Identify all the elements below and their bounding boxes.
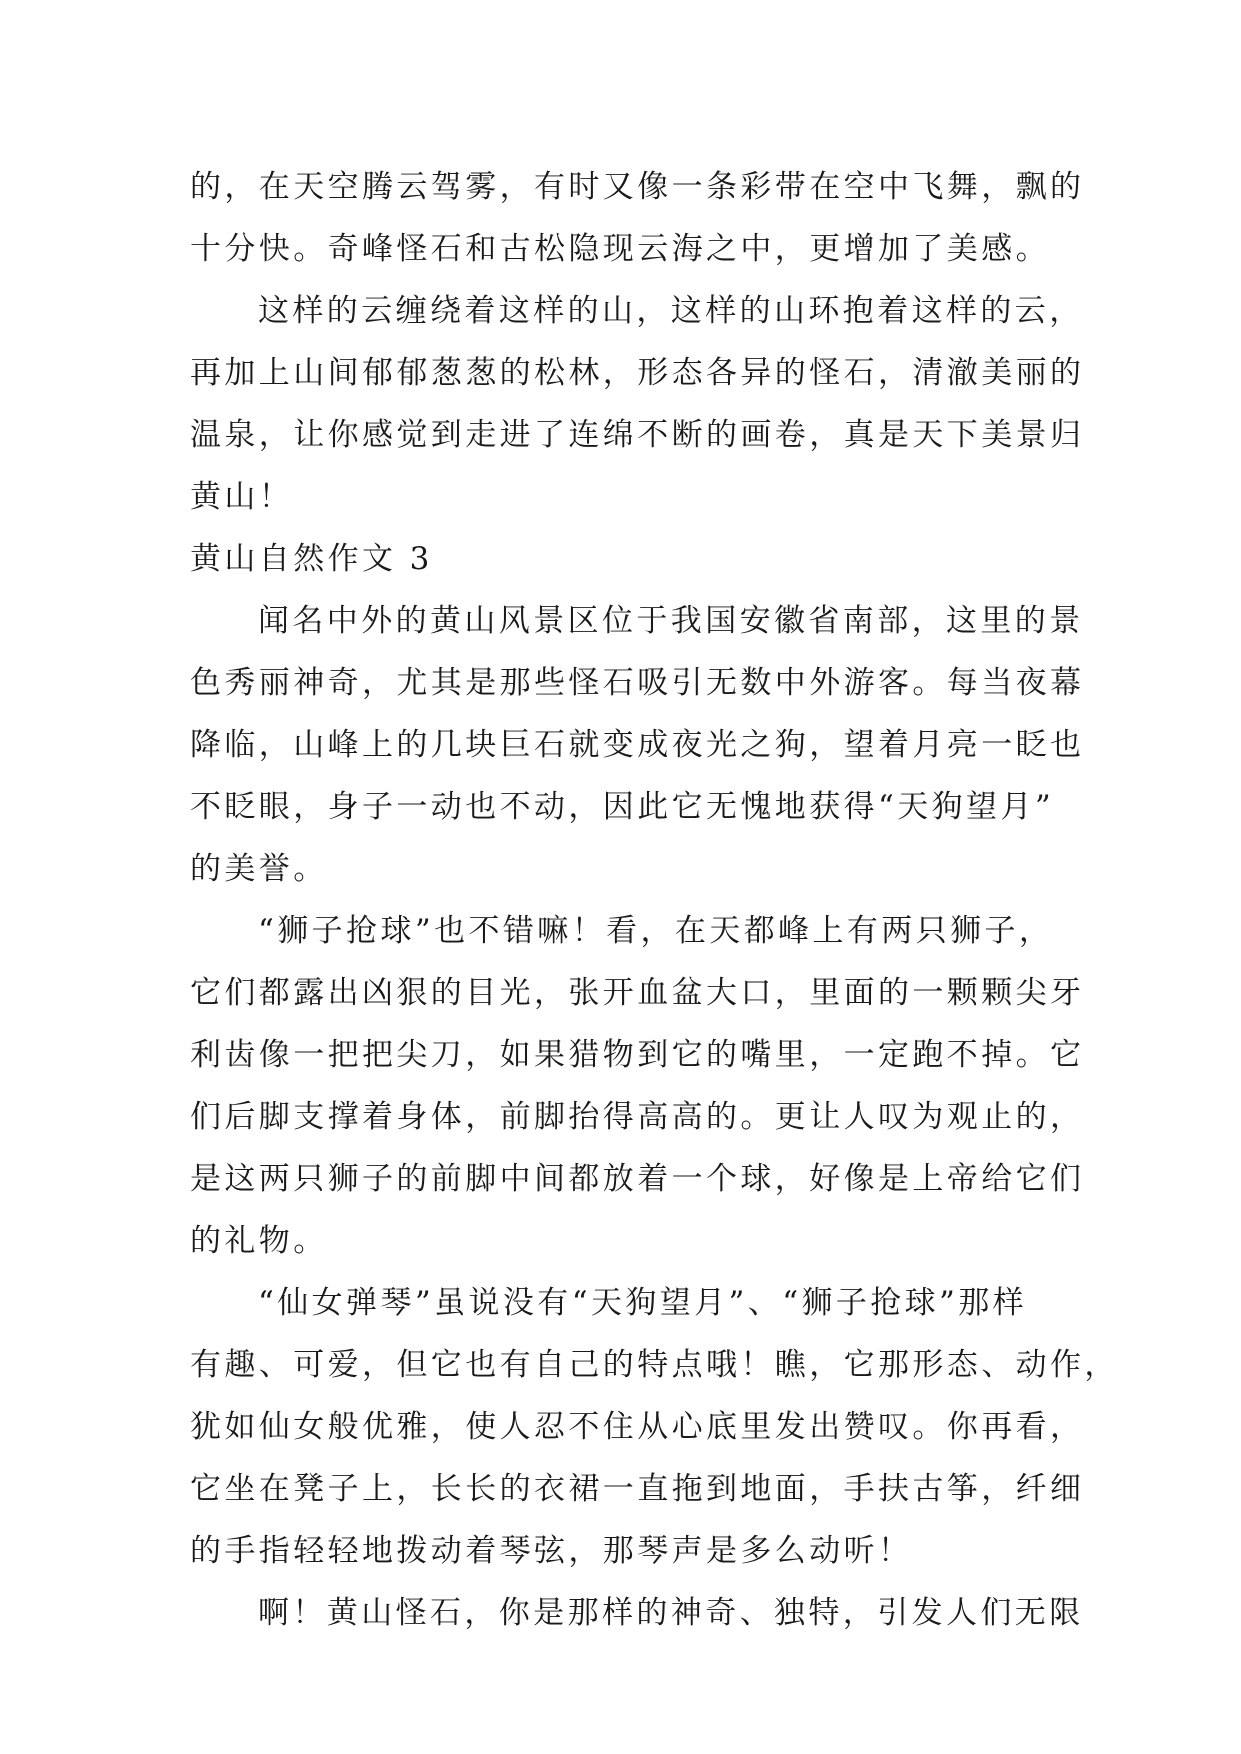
text-line: 的美誉。 [190,851,328,887]
paragraph-start-line: “狮子抢球”也不错嘛！看，在天都峰上有两只狮子， [258,913,1054,949]
text-line: 十分快。奇峰怪石和古松隐现云海之中，更增加了美感。 [190,231,1050,267]
text-line: 犹如仙女般优雅，使人忍不住从心底里发出赞叹。你再看， [190,1409,1085,1445]
section-heading: 黄山自然作文 3 [190,541,433,577]
document-page [190,156,1119,1644]
paragraph-start-line: 这样的云缠绕着这样的山，这样的山环抱着这样的云， [258,293,1084,329]
text-line: 它们都露出凶狠的目光，张开血盆大口，里面的一颗颗尖牙 [190,975,1085,1011]
text-line: 们后脚支撑着身体，前脚抬得高高的。更让人叹为观止的， [190,1099,1085,1135]
text-line: 不眨眼，身子一动也不动，因此它无愧地获得“天狗望月” [190,789,1055,825]
text-line: 的，在天空腾云驾雾，有时又像一条彩带在空中飞舞，飘的 [190,169,1085,205]
text-line: 再加上山间郁郁葱葱的松林，形态各异的怪石，清澈美丽的 [190,355,1085,391]
paragraph-start-line: 啊！黄山怪石，你是那样的神奇、独特，引发人们无限 [258,1595,1084,1631]
paragraph-start-line: “仙女弹琴”虽说没有“天狗望月”、“狮子抢球”那样 [258,1285,1028,1321]
text-line: 是这两只狮子的前脚中间都放着一个球，好像是上帝给它们 [190,1161,1085,1197]
text-line: 色秀丽神奇，尤其是那些怪石吸引无数中外游客。每当夜幕 [190,665,1085,701]
text-line: 温泉，让你感觉到走进了连绵不断的画卷，真是天下美景归 [190,417,1085,453]
text-line: 利齿像一把把尖刀，如果猎物到它的嘴里，一定跑不掉。它 [190,1037,1085,1073]
text-line: 降临，山峰上的几块巨石就变成夜光之狗，望着月亮一眨也 [190,727,1085,763]
paragraph-start-line: 闻名中外的黄山风景区位于我国安徽省南部，这里的景 [258,603,1084,639]
text-line: 有趣、可爱，但它也有自己的特点哦！瞧，它那形态、动作， [190,1347,1119,1383]
text-line: 黄山！ [190,479,294,515]
text-line: 它坐在凳子上，长长的衣裙一直拖到地面，手扶古筝，纤细 [190,1471,1085,1507]
text-line: 的礼物。 [190,1223,328,1259]
text-line: 的手指轻轻地拨动着琴弦，那琴声是多么动听！ [190,1533,913,1569]
